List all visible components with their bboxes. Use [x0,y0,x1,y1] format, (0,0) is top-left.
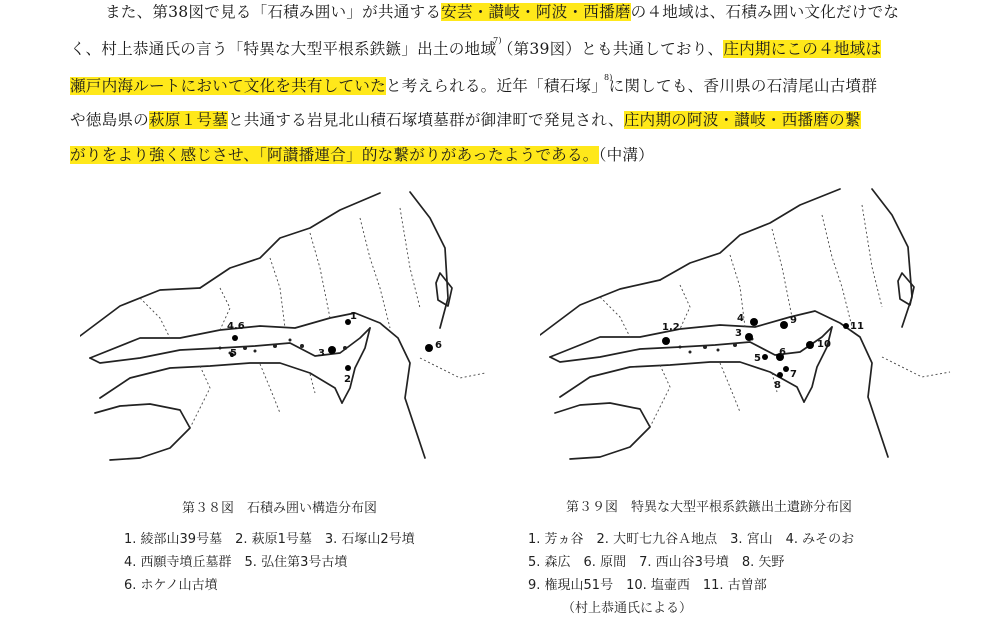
site-3-label: 3 [735,328,742,339]
site-8-label: 8 [774,380,781,391]
text-span: また、第38図で見る「石積み囲い」が共通する [105,3,442,21]
site-3-dot [328,346,336,354]
highlighted-text: がりをより強く感じさせ、「阿讃播連合」的な繋がりがあったようである。 [70,146,599,164]
site-8-dot [777,372,783,378]
legend-line: 1. 芳ヵ谷 2. 大町七九谷Ａ地点 3. 宮山 4. みそのお [528,532,855,547]
paragraph-line-3 [70,73,960,99]
text-span: の４地域は、石積み囲い文化だけでな [630,3,900,21]
site-10-label: 10 [817,339,831,350]
footnote-marker: 7) [493,36,502,45]
text-span: や徳島県の [70,111,149,129]
paragraph-line-2 [70,36,960,62]
site-4-label: 4 [737,313,744,324]
highlighted-text: 瀬戸内海ルートにおいて文化を共有していた [70,77,386,95]
figure-39-credit: （村上恭通氏による） [562,601,693,616]
text-span: く、村上恭通氏の言う「特異な大型平根系鉄鏃」出土の地域 [70,40,497,58]
map-39-svg [540,185,960,480]
site-5-label: 5 [230,348,237,359]
coastline [80,192,452,460]
site-5-label: 5 [754,353,761,364]
site-6-dot [425,344,433,352]
site-4-6-dot [232,335,238,341]
site-6-label: 6 [779,347,786,358]
text-span: と考えられる。近年「積石塚」 [385,77,608,95]
site-9-label: 9 [790,315,797,326]
site-1-2-dot [662,337,670,345]
site-2-dot [345,365,351,371]
legend-line: 6. ホケノ山古墳 [124,578,218,593]
highlighted-text: 安芸・讃岐・阿波・西播磨 [441,3,631,21]
figure-38-map [80,188,490,478]
site-7-label: 7 [790,369,797,380]
paragraph-line-4 [70,110,960,130]
legend-line: 9. 権現山51号 10. 塩壷西 11. 古曽部 [528,578,767,593]
text-span: （中溝） [598,146,654,164]
site-6-label: 6 [435,340,442,351]
text-span: （第39図）とも共通しており、 [497,40,724,58]
figure-39-legend [528,528,854,597]
map-38-svg [80,188,490,478]
site-4-dot [750,318,758,326]
site-3-label: 3 [318,348,325,359]
site-11-label: 11 [850,321,864,332]
site-10-dot [806,341,814,349]
text-span: と共通する岩見北山積石塚墳墓群が御津町で発見され、 [227,111,624,129]
highlighted-text: 庄内期の阿波・讃岐・西播磨の繋 [623,111,861,129]
highlighted-text: 庄内期にこの４地域は [723,40,882,58]
site-7-dot [783,366,789,372]
site-9-dot [780,321,788,329]
prefecture-borders [600,205,950,427]
site-markers [227,311,442,385]
text-span: に関しても、香川県の石清尾山古墳群 [608,77,878,95]
figure-39-caption: 第３９図 特異な大型平根系鉄鏃出土遺跡分布図 [566,500,853,515]
highlighted-text: 萩原１号墓 [148,111,228,129]
figure-38-caption: 第３８図 石積み囲い構造分布図 [182,501,378,516]
site-2-label: 2 [344,374,351,385]
prefecture-borders [140,208,485,428]
site-3-dot [745,333,753,341]
figure-39-map [540,185,960,480]
site-4-6-label: 4.6 [227,321,245,332]
footnote-marker: 8) [604,73,613,82]
site-5-dot [762,354,768,360]
legend-line: 1. 綾部山39号墓 2. 萩原1号墓 3. 石塚山2号墳 [124,532,415,547]
legend-line: 5. 森広 6. 原間 7. 西山谷3号墳 8. 矢野 [528,555,785,570]
legend-line: 4. 西願寺墳丘墓群 5. 弘住第3号古墳 [124,555,348,570]
figure-38-legend [124,528,415,597]
site-11-dot [843,323,849,329]
site-1-label: 1 [350,311,357,322]
paragraph-line-5 [70,145,960,165]
paragraph-line-1 [70,2,960,22]
site-1-2-label: 1.2 [662,322,680,333]
